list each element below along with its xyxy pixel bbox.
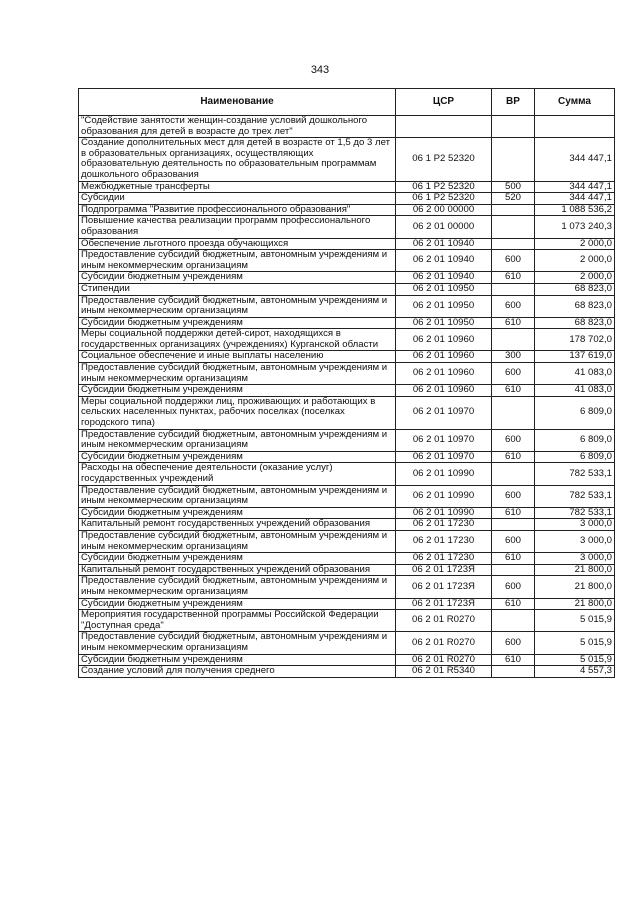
cell-name: Подпрограмма "Развитие профессионального образования" bbox=[79, 204, 396, 216]
cell-sum: 782 533,1 bbox=[535, 507, 615, 519]
table-row bbox=[79, 138, 615, 181]
table-row bbox=[79, 351, 615, 363]
table-row bbox=[79, 317, 615, 329]
cell-name: Создание дополнительных мест для детей в возрасте от 1,5 до 3 лет в образовательных организациях, осуществляющих образовательную деятельность по образовательным программам дошкольного образования bbox=[79, 138, 396, 181]
cell-sum: 2 000,0 bbox=[535, 250, 615, 272]
cell-vr: 520 bbox=[492, 193, 535, 205]
budget-table bbox=[78, 88, 615, 678]
header-vr: ВР bbox=[492, 89, 535, 116]
cell-name: Капитальный ремонт государственных учреждений образования bbox=[79, 519, 396, 531]
table-row bbox=[79, 485, 615, 507]
cell-csr: 06 2 01 17230 bbox=[396, 530, 492, 552]
cell-name: Субсидии бюджетным учреждениям bbox=[79, 507, 396, 519]
cell-sum: 21 800,0 bbox=[535, 576, 615, 598]
cell-name: Субсидии bbox=[79, 193, 396, 205]
cell-vr: 600 bbox=[492, 295, 535, 317]
cell-vr: 610 bbox=[492, 451, 535, 463]
cell-sum: 5 015,9 bbox=[535, 610, 615, 632]
cell-sum: 41 083,0 bbox=[535, 385, 615, 397]
cell-csr: 06 2 01 10950 bbox=[396, 317, 492, 329]
cell-name: Предоставление субсидий бюджетным, автономным учреждениям и иным некоммерческим организациям bbox=[79, 429, 396, 451]
cell-name: Стипендии bbox=[79, 283, 396, 295]
cell-name: Субсидии бюджетным учреждениям bbox=[79, 654, 396, 666]
cell-name: Субсидии бюджетным учреждениям bbox=[79, 553, 396, 565]
cell-sum: 3 000,0 bbox=[535, 519, 615, 531]
cell-name: Предоставление субсидий бюджетным, автономным учреждениям и иным некоммерческим организациям bbox=[79, 530, 396, 552]
cell-sum: 6 809,0 bbox=[535, 451, 615, 463]
cell-vr: 610 bbox=[492, 317, 535, 329]
cell-sum: 3 000,0 bbox=[535, 553, 615, 565]
cell-sum: 2 000,0 bbox=[535, 238, 615, 250]
cell-sum: 68 823,0 bbox=[535, 283, 615, 295]
cell-csr: 06 2 01 R0270 bbox=[396, 610, 492, 632]
table-row bbox=[79, 598, 615, 610]
cell-csr: 06 2 01 17230 bbox=[396, 519, 492, 531]
cell-sum: 21 800,0 bbox=[535, 598, 615, 610]
table-row bbox=[79, 250, 615, 272]
cell-name: Субсидии бюджетным учреждениям bbox=[79, 385, 396, 397]
cell-name: Предоставление субсидий бюджетным, автономным учреждениям и иным некоммерческим организациям bbox=[79, 632, 396, 654]
cell-sum: 782 533,1 bbox=[535, 485, 615, 507]
table-row bbox=[79, 295, 615, 317]
cell-vr: 500 bbox=[492, 181, 535, 193]
cell-sum: 178 702,0 bbox=[535, 329, 615, 351]
cell-vr bbox=[492, 116, 535, 138]
cell-vr: 610 bbox=[492, 385, 535, 397]
table-row bbox=[79, 181, 615, 193]
cell-vr: 610 bbox=[492, 598, 535, 610]
header-sum: Сумма bbox=[535, 89, 615, 116]
cell-sum: 3 000,0 bbox=[535, 530, 615, 552]
table-row bbox=[79, 610, 615, 632]
cell-name: Социальное обеспечение и иные выплаты населению bbox=[79, 351, 396, 363]
cell-name: Меры социальной поддержки лиц, проживающих и работающих в сельских населенных пунктах, рабочих поселках (поселках городского типа) bbox=[79, 396, 396, 429]
cell-name: Субсидии бюджетным учреждениям bbox=[79, 272, 396, 284]
cell-vr: 610 bbox=[492, 654, 535, 666]
cell-csr: 06 2 01 10970 bbox=[396, 429, 492, 451]
cell-csr: 06 2 01 10940 bbox=[396, 250, 492, 272]
cell-csr: 06 2 01 10940 bbox=[396, 272, 492, 284]
cell-vr bbox=[492, 519, 535, 531]
cell-sum: 1 088 536,2 bbox=[535, 204, 615, 216]
cell-csr: 06 2 01 10950 bbox=[396, 283, 492, 295]
cell-sum: 5 015,9 bbox=[535, 654, 615, 666]
cell-vr bbox=[492, 666, 535, 678]
cell-name: Межбюджетные трансферты bbox=[79, 181, 396, 193]
cell-name: Предоставление субсидий бюджетным, автономным учреждениям и иным некоммерческим организациям bbox=[79, 485, 396, 507]
cell-vr bbox=[492, 396, 535, 429]
cell-vr bbox=[492, 329, 535, 351]
cell-sum: 6 809,0 bbox=[535, 429, 615, 451]
cell-vr: 300 bbox=[492, 351, 535, 363]
cell-name: Предоставление субсидий бюджетным, автономным учреждениям и иным некоммерческим организациям bbox=[79, 363, 396, 385]
cell-csr: 06 2 01 10960 bbox=[396, 329, 492, 351]
table-row bbox=[79, 666, 615, 678]
cell-csr: 06 2 01 1723Я bbox=[396, 564, 492, 576]
cell-vr: 610 bbox=[492, 507, 535, 519]
cell-csr: 06 2 01 10990 bbox=[396, 463, 492, 485]
table-row bbox=[79, 451, 615, 463]
cell-sum: 6 809,0 bbox=[535, 396, 615, 429]
table-row bbox=[79, 519, 615, 531]
table-row bbox=[79, 116, 615, 138]
cell-name: Обеспечение льготного проезда обучающихся bbox=[79, 238, 396, 250]
table-row bbox=[79, 204, 615, 216]
cell-csr: 06 2 01 10970 bbox=[396, 396, 492, 429]
table-row bbox=[79, 654, 615, 666]
cell-sum: 344 447,1 bbox=[535, 181, 615, 193]
table-row bbox=[79, 632, 615, 654]
cell-csr: 06 2 01 10990 bbox=[396, 485, 492, 507]
cell-csr: 06 2 01 10960 bbox=[396, 351, 492, 363]
table-header-row bbox=[79, 89, 615, 116]
table-row bbox=[79, 272, 615, 284]
header-csr: ЦСР bbox=[396, 89, 492, 116]
cell-name: "Содействие занятости женщин-создание условий дошкольного образования для детей в возрасте до трех лет" bbox=[79, 116, 396, 138]
table-row bbox=[79, 363, 615, 385]
cell-csr: 06 2 01 10960 bbox=[396, 385, 492, 397]
cell-sum: 68 823,0 bbox=[535, 295, 615, 317]
cell-vr: 600 bbox=[492, 576, 535, 598]
cell-vr bbox=[492, 463, 535, 485]
cell-csr: 06 2 01 17230 bbox=[396, 553, 492, 565]
cell-vr: 610 bbox=[492, 272, 535, 284]
cell-name: Создание условий для получения среднего bbox=[79, 666, 396, 678]
cell-sum: 68 823,0 bbox=[535, 317, 615, 329]
cell-vr: 610 bbox=[492, 553, 535, 565]
cell-vr bbox=[492, 238, 535, 250]
cell-name: Предоставление субсидий бюджетным, автономным учреждениям и иным некоммерческим организациям bbox=[79, 250, 396, 272]
cell-sum: 344 447,1 bbox=[535, 193, 615, 205]
cell-vr: 600 bbox=[492, 632, 535, 654]
cell-sum: 41 083,0 bbox=[535, 363, 615, 385]
cell-csr: 06 2 00 00000 bbox=[396, 204, 492, 216]
cell-name: Субсидии бюджетным учреждениям bbox=[79, 451, 396, 463]
cell-name: Повышение качества реализации программ профессионального образования bbox=[79, 216, 396, 238]
table-row bbox=[79, 507, 615, 519]
cell-csr: 06 2 01 1723Я bbox=[396, 576, 492, 598]
cell-csr: 06 2 01 R0270 bbox=[396, 654, 492, 666]
cell-name: Мероприятия государственной программы Российской Федерации "Доступная среда" bbox=[79, 610, 396, 632]
cell-vr bbox=[492, 138, 535, 181]
cell-vr bbox=[492, 204, 535, 216]
cell-vr bbox=[492, 216, 535, 238]
table-row bbox=[79, 553, 615, 565]
table-row bbox=[79, 564, 615, 576]
cell-name: Капитальный ремонт государственных учреждений образования bbox=[79, 564, 396, 576]
table-row bbox=[79, 283, 615, 295]
cell-csr: 06 1 P2 52320 bbox=[396, 181, 492, 193]
cell-sum: 344 447,1 bbox=[535, 138, 615, 181]
cell-csr: 06 2 01 10950 bbox=[396, 295, 492, 317]
cell-sum: 137 619,0 bbox=[535, 351, 615, 363]
cell-vr bbox=[492, 564, 535, 576]
cell-csr: 06 2 01 R5340 bbox=[396, 666, 492, 678]
cell-csr bbox=[396, 116, 492, 138]
cell-csr: 06 2 01 10940 bbox=[396, 238, 492, 250]
table-row bbox=[79, 530, 615, 552]
cell-sum bbox=[535, 116, 615, 138]
cell-sum: 5 015,9 bbox=[535, 632, 615, 654]
cell-name: Предоставление субсидий бюджетным, автономным учреждениям и иным некоммерческим организациям bbox=[79, 576, 396, 598]
cell-csr: 06 1 P2 52320 bbox=[396, 193, 492, 205]
cell-vr: 600 bbox=[492, 250, 535, 272]
cell-sum: 4 557,3 bbox=[535, 666, 615, 678]
cell-csr: 06 2 01 10960 bbox=[396, 363, 492, 385]
table-row bbox=[79, 396, 615, 429]
table-body bbox=[79, 116, 615, 678]
table-row bbox=[79, 429, 615, 451]
cell-csr: 06 2 01 00000 bbox=[396, 216, 492, 238]
cell-name: Субсидии бюджетным учреждениям bbox=[79, 598, 396, 610]
cell-vr bbox=[492, 283, 535, 295]
table-row bbox=[79, 329, 615, 351]
cell-name: Меры социальной поддержки детей-сирот, находящихся в государственных организациях (учреждениях) Курганской области bbox=[79, 329, 396, 351]
cell-vr: 600 bbox=[492, 429, 535, 451]
cell-name: Расходы на обеспечение деятельности (оказание услуг) государственных учреждений bbox=[79, 463, 396, 485]
cell-name: Субсидии бюджетным учреждениям bbox=[79, 317, 396, 329]
cell-sum: 782 533,1 bbox=[535, 463, 615, 485]
cell-vr: 600 bbox=[492, 485, 535, 507]
header-name: Наименование bbox=[79, 89, 396, 116]
table-row bbox=[79, 576, 615, 598]
cell-csr: 06 2 01 10990 bbox=[396, 507, 492, 519]
cell-sum: 21 800,0 bbox=[535, 564, 615, 576]
cell-csr: 06 2 01 1723Я bbox=[396, 598, 492, 610]
table-row bbox=[79, 385, 615, 397]
table-row bbox=[79, 463, 615, 485]
cell-vr: 600 bbox=[492, 530, 535, 552]
table-row bbox=[79, 193, 615, 205]
cell-vr: 600 bbox=[492, 363, 535, 385]
cell-name: Предоставление субсидий бюджетным, автономным учреждениям и иным некоммерческим организациям bbox=[79, 295, 396, 317]
table-row bbox=[79, 216, 615, 238]
cell-sum: 1 073 240,3 bbox=[535, 216, 615, 238]
cell-csr: 06 2 01 10970 bbox=[396, 451, 492, 463]
cell-csr: 06 2 01 R0270 bbox=[396, 632, 492, 654]
page-number: 343 bbox=[310, 64, 330, 76]
cell-csr: 06 1 P2 52320 bbox=[396, 138, 492, 181]
table-row bbox=[79, 238, 615, 250]
cell-vr bbox=[492, 610, 535, 632]
cell-sum: 2 000,0 bbox=[535, 272, 615, 284]
